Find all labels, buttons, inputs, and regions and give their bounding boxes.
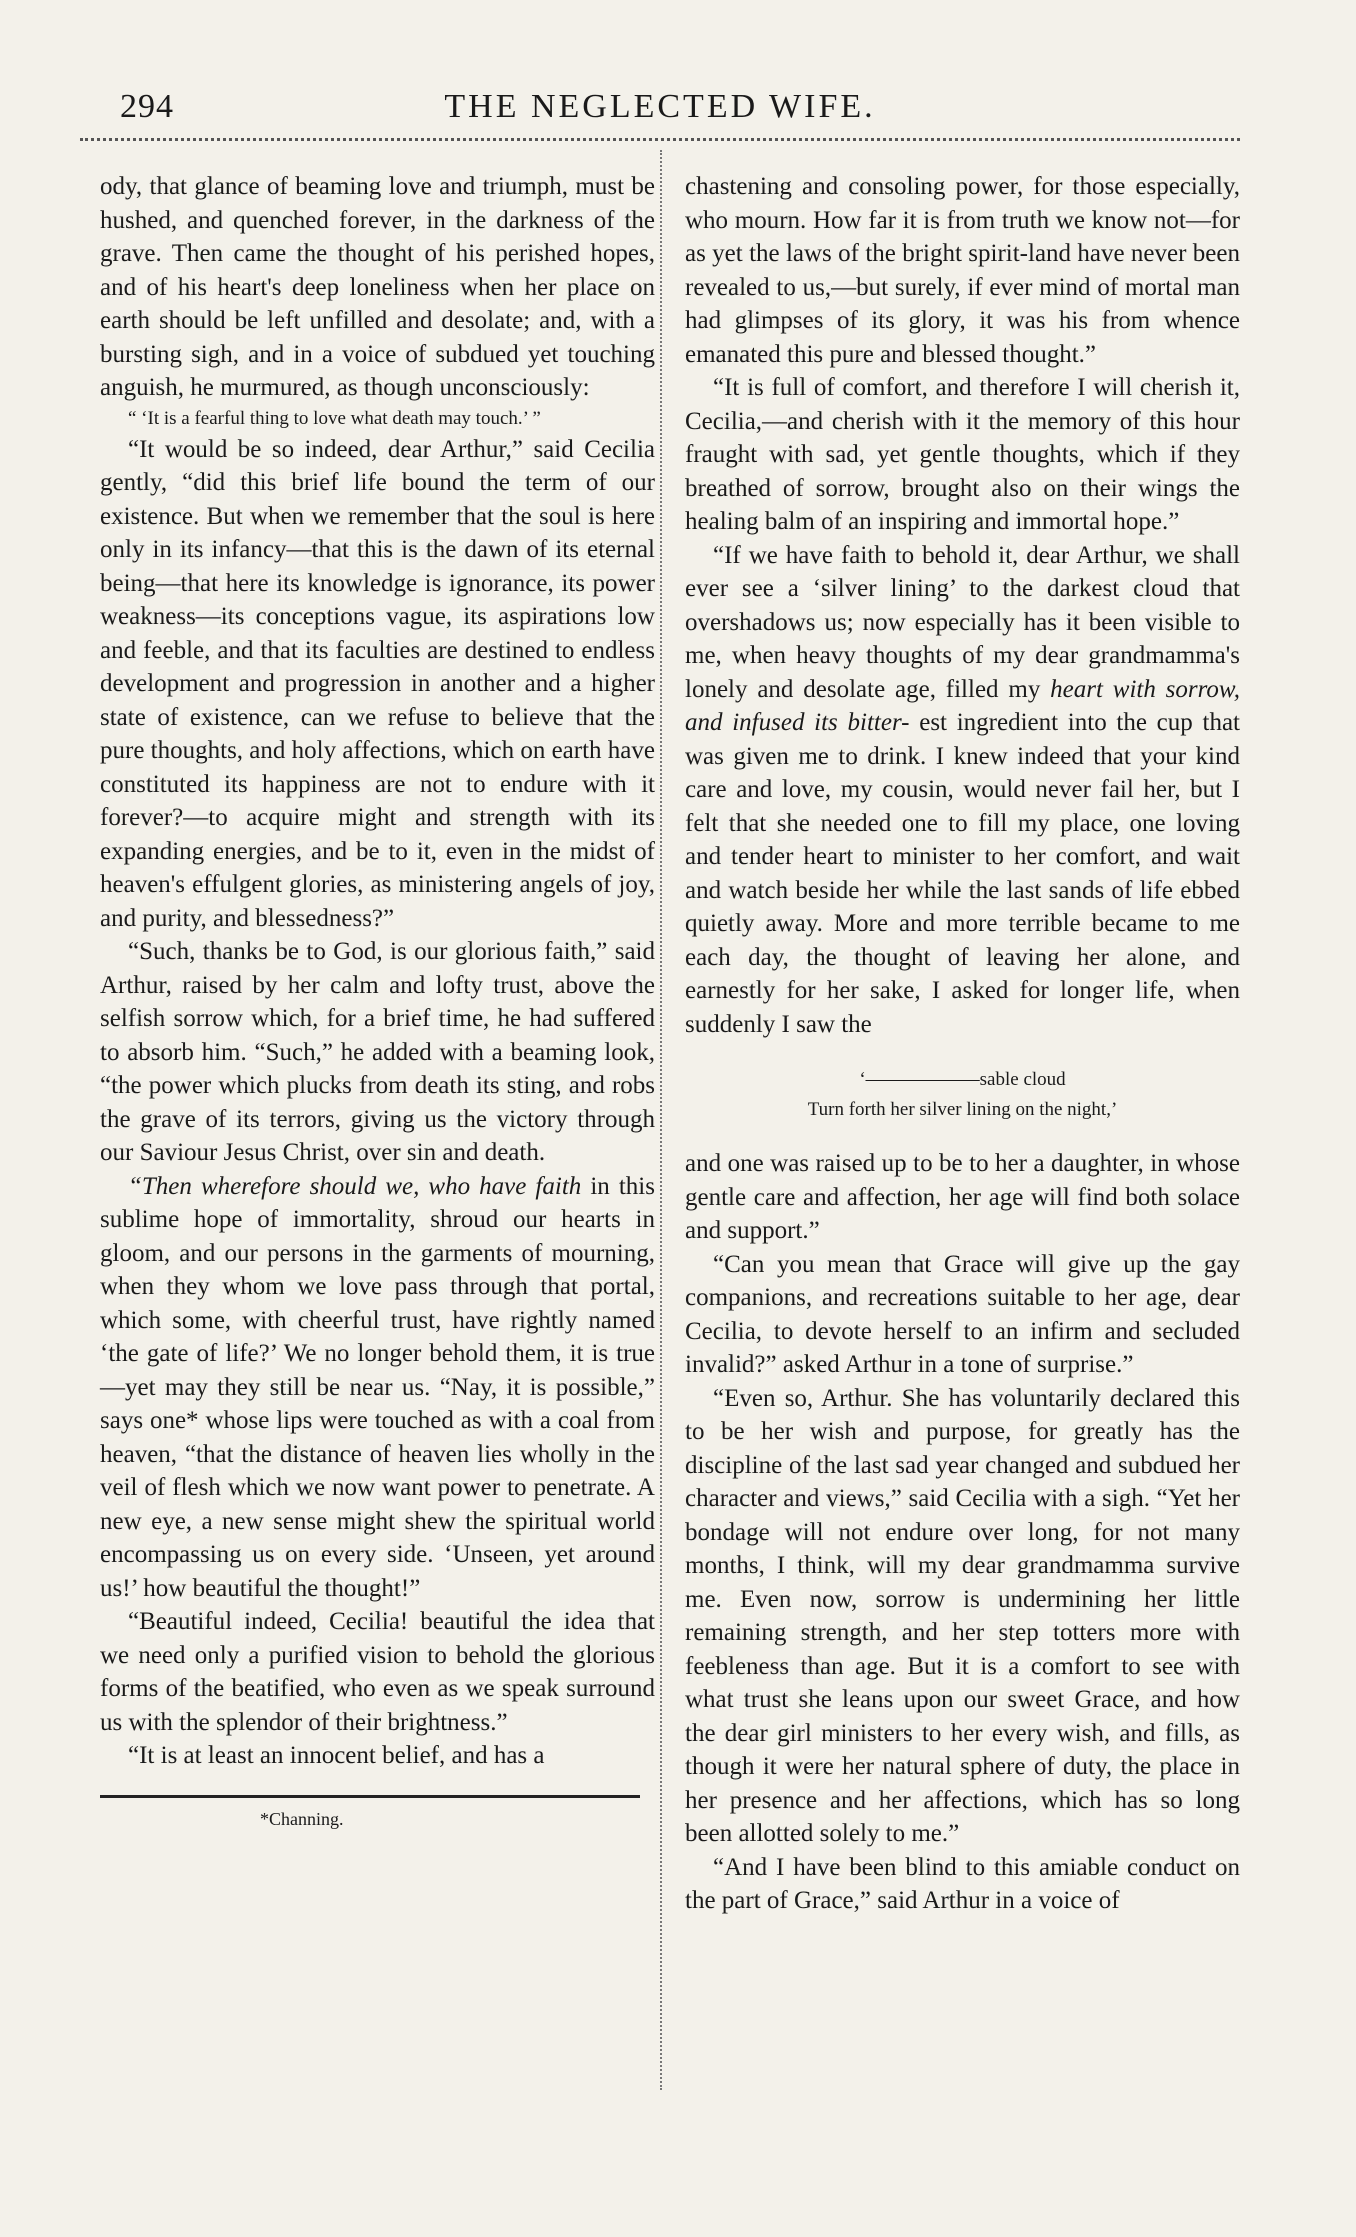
paragraph: “It is full of comfort, and therefore I will cherish it, Cecilia,—and cherish with it the memory of this hour fraught with sad, yet gentle thoughts, which if they breathed of sorrow, brought also on their wings the healing balm of an inspiring and immortal hope.” xyxy=(685,374,1240,535)
paragraph: chastening and consoling power, for those especially, who mourn. How far it is from truth we know not—for as yet the laws of the bright spirit-land have never been revealed to us,—but surely, if ever mind of mortal man had glimpses of its glory, it was his from whence emanated this pure and blessed thought.” xyxy=(685,173,1240,368)
header-rule xyxy=(80,138,1240,141)
paragraph-text: “If we have faith to behold it, dear Arthur, we shall ever see a ‘silver lining’ to the darkest cloud that overshadows us; now especially has it been visible to me, when heavy thoughts of my dear grandmamma's lonely and desolate age, filled my xyxy=(685,541,1240,703)
quotation: “ ‘It is a fearful thing to love what death may touch.’ ” xyxy=(128,407,541,429)
paragraph: “Beautiful indeed, Cecilia! beautiful the idea that we need only a purified vision to behold the glorious forms of the beatified, who even as we speak surround us with the splendor of their brightness.” xyxy=(100,1608,655,1736)
paragraph: ody, that glance of beaming love and triumph, must be hushed, and quenched forever, in the darkness of the grave. Then came the thought of his perished hopes, and of his heart's deep loneliness when her place on earth should be left unfilled and desolate; and, with a bursting sigh, and in a voice of subdued yet touching anguish, he murmured, as though unconsciously: xyxy=(100,173,655,401)
italic-text: “Then wherefore should we, who have faith xyxy=(128,1172,582,1200)
paragraph-text: est ingredient into the cup that was given me to drink. I knew indeed that your kind care and love, my cousin, would never fail her, but I felt that she needed one to fill my place, one loving and tender heart to minister to her comfort, and wait and watch beside her while the last sands of life ebbed quietly away. More and more terrible became to me each day, the thought of leaving her alone, and earnestly for her sake, I asked for longer life, when suddenly I saw the xyxy=(685,709,1240,1038)
paragraph: “And I have been blind to this amiable conduct on the part of Grace,” said Arthur in a voice of xyxy=(685,1853,1240,1914)
paragraph-text: in this sublime hope of immortality, shroud our hearts in gloom, and our persons in the garments of mourning, when they whom we love pass through that portal, which some, with cheerful trust, have rightly named ‘the gate of life?’ We no longer behold them, it is true—yet may they still be near us. “Nay, it is possible,” says one* whose lips were touched as with a coal from heaven, “that the distance of heaven lies wholly in the veil of flesh which we now want power to penetrate. A new eye, a new sense might shew the spiritual world encompassing us on every side. ‘Unseen, yet around us!’ how beautiful the thought!” xyxy=(100,1172,655,1602)
paragraph: “Even so, Arthur. She has voluntarily declared this to be her wish and purpose, for greatly has the discipline of the last sad year changed and subdued her character and views,” said Cecilia with a sigh. “Yet her bondage will not endure over long, for not many months, I think, will my dear grandmamma survive me. Even now, sorrow is undermining her little remaining strength, and her step totters more with feebleness than age. But it is a comfort to see with what trust she leans upon our sweet Grace, and how the dear girl ministers to her every wish, and fills, as though it were her natural sphere of duty, the place in her presence and her affections, which has so long been allotted solely to me.” xyxy=(685,1384,1240,1847)
page-number: 294 xyxy=(120,88,174,125)
paragraph xyxy=(100,1170,655,1606)
running-title: THE NEGLECTED WIFE. xyxy=(444,88,876,125)
paragraph: and one was raised up to be to her a daughter, in whose gentle care and affection, her age will find both solace and support.” xyxy=(685,1150,1240,1244)
paragraph: “Can you mean that Grace will give up the gay companions, and recreations suitable to her age, dear Cecilia, to devote herself to an infirm and secluded invalid?” asked Arthur in a tone of surprise.” xyxy=(685,1250,1240,1378)
paragraph xyxy=(685,539,1240,1042)
poem-line: ‘——————sable cloud xyxy=(859,1069,1066,1090)
italic-text: heart with sorrow, and infused its bitter- xyxy=(685,675,1240,736)
paragraph: “It is at least an innocent belief, and has a xyxy=(128,1742,545,1769)
right-column xyxy=(685,170,1240,1918)
column-divider xyxy=(660,150,662,2090)
poem-quotation xyxy=(685,1065,1240,1125)
footnote-rule xyxy=(100,1795,640,1798)
poem-line: Turn forth her silver lining on the night,’ xyxy=(807,1099,1118,1120)
footnote: *Channing. xyxy=(260,1808,344,1829)
left-column xyxy=(100,170,655,1834)
paragraph: “Such, thanks be to God, is our glorious faith,” said Arthur, raised by her calm and lofty trust, above the selfish sorrow which, for a brief time, he had suffered to absorb him. “Such,” he added with a beaming look, “the power which plucks from death its sting, and robs the grave of its terrors, giving us the victory through our Saviour Jesus Christ, over sin and death. xyxy=(100,938,655,1166)
paragraph: “It would be so indeed, dear Arthur,” said Cecilia gently, “did this brief life bound the term of our existence. But when we remember that the soul is here only in its infancy—that this is the dawn of its eternal being—that here its knowledge is ignorance, its power weakness—its conceptions vague, its aspirations low and feeble, and that its faculties are destined to endless development and progression in another and a higher state of existence, can we refuse to believe that the pure thoughts, and holy affections, which on earth have constituted its happiness are not to endure with it forever?—to acquire might and strength with its expanding energies, and be to it, even in the midst of heaven's effulgent glories, as ministering angels of joy, and purity, and blessedness?” xyxy=(100,435,655,932)
